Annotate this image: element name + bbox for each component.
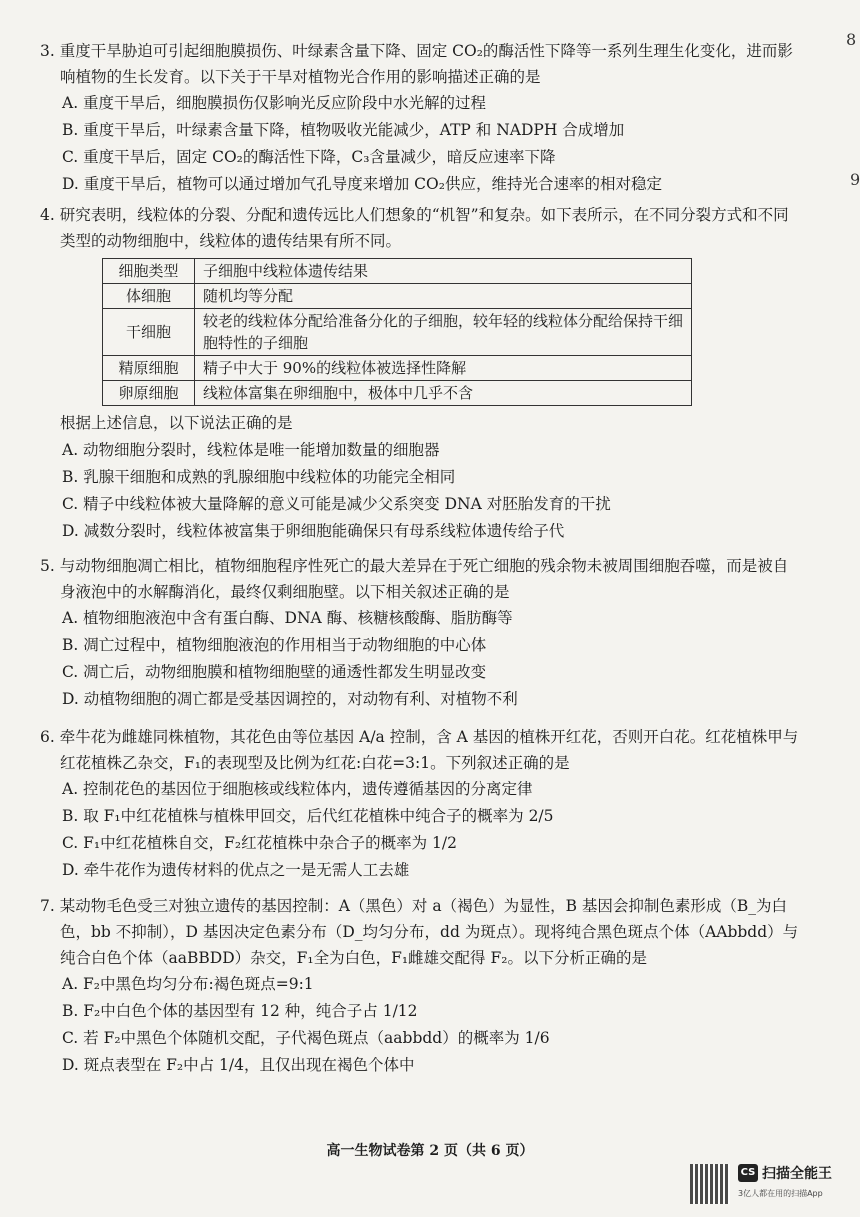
option-d: D. 牵牛花作为遗传材料的优点之一是无需人工去雄 bbox=[62, 861, 410, 879]
option-d: D. 重度干旱后，植物可以通过增加气孔导度来增加 CO₂供应，维持光合速率的相对稳定 bbox=[62, 175, 662, 193]
option-b: B. 取 F₁中红花植株与植株甲回交，后代红花植株中纯合子的概率为 2/5 bbox=[62, 807, 554, 825]
page-footer: 高一生物试卷第 2 页（共 6 页） bbox=[326, 1143, 534, 1159]
table-header-cell: 子细胞中线粒体遗传结果 bbox=[195, 259, 692, 284]
table-header-cell: 细胞类型 bbox=[103, 259, 195, 284]
question-3 bbox=[40, 38, 800, 198]
table-row bbox=[103, 284, 692, 309]
table-cell: 精原细胞 bbox=[103, 356, 195, 381]
question-5 bbox=[40, 553, 800, 713]
scanner-app-name: 扫描全能王 bbox=[762, 1166, 832, 1182]
question-stem: 3. 重度干旱胁迫可引起细胞膜损伤、叶绿素含量下降、固定 CO₂的酶活性下降等一系列生理生化变化，进而影响植物的生长发育。以下关于干旱对植物光合作用的影响描述正确的是 bbox=[40, 42, 793, 86]
table-cell: 随机均等分配 bbox=[195, 284, 692, 309]
table-row bbox=[103, 309, 692, 356]
question-6 bbox=[40, 724, 800, 884]
table-row bbox=[103, 381, 692, 406]
option-a: A. 重度干旱后，细胞膜损伤仅影响光反应阶段中水光解的过程 bbox=[62, 94, 487, 112]
question-stem: 5. 与动物细胞凋亡相比，植物细胞程序性死亡的最大差异在于死亡细胞的残余物未被周围细胞吞噬，而是被自身液泡中的水解酶消化，最终仅剩细胞壁。以下相关叙述正确的是 bbox=[40, 557, 789, 601]
option-d: D. 动植物细胞的凋亡都是受基因调控的，对动物有利、对植物不利 bbox=[62, 690, 518, 708]
table-row bbox=[103, 356, 692, 381]
option-d: D. 减数分裂时，线粒体被富集于卵细胞能确保只有母系线粒体遗传给子代 bbox=[62, 522, 565, 540]
option-c: C. 若 F₂中黑色个体随机交配，子代褐色斑点（aabbdd）的概率为 1/6 bbox=[62, 1029, 550, 1047]
option-c: C. 重度干旱后，固定 CO₂的酶活性下降，C₃含量减少，暗反应速率下降 bbox=[62, 148, 556, 166]
mitochondria-table bbox=[102, 258, 692, 406]
edge-mark-8: 8 bbox=[846, 30, 857, 49]
table-cell: 较老的线粒体分配给准备分化的子细胞，较年轻的线粒体分配给保持干细胞特性的子细胞 bbox=[195, 309, 692, 356]
table-cell: 线粒体富集在卵细胞中，极体中几乎不含 bbox=[195, 381, 692, 406]
option-b: B. 乳腺干细胞和成熟的乳腺细胞中线粒体的功能完全相同 bbox=[62, 468, 456, 486]
option-a: A. 植物细胞液泡中含有蛋白酶、DNA 酶、核糖核酸酶、脂肪酶等 bbox=[62, 609, 513, 627]
option-d: D. 斑点表型在 F₂中占 1/4，且仅出现在褐色个体中 bbox=[62, 1056, 415, 1074]
table-cell: 精子中大于 90%的线粒体被选择性降解 bbox=[195, 356, 692, 381]
table-cell: 卵原细胞 bbox=[103, 381, 195, 406]
question-4 bbox=[40, 202, 800, 545]
question-stem: 7. 某动物毛色受三对独立遗传的基因控制：A（黑色）对 a（褐色）为显性，B 基因会抑制色素形成（B_为白色，bb 不抑制），D 基因决定色素分布（D_均匀分布，dd 为斑点）。现将纯合黑色斑点个体（AAbbdd）与纯合白色个体（aaBBDD）杂交，F₁全为白色，F₁雌雄交配得 F₂。以下分析正确的是 bbox=[40, 897, 799, 967]
camscanner-logo-icon: CS bbox=[738, 1164, 758, 1182]
edge-mark-9: 9 bbox=[850, 170, 860, 189]
question-7 bbox=[40, 893, 800, 1079]
option-b: B. 凋亡过程中，植物细胞液泡的作用相当于动物细胞的中心体 bbox=[62, 636, 487, 654]
option-c: C. 凋亡后，动物细胞膜和植物细胞壁的通透性都发生明显改变 bbox=[62, 663, 487, 681]
question-stem: 4. 研究表明，线粒体的分裂、分配和遗传远比人们想象的“机智”和复杂。如下表所示，在不同分裂方式和不同类型的动物细胞中，线粒体的遗传结果有所不同。 bbox=[40, 206, 789, 250]
question-stem: 6. 牵牛花为雌雄同株植物，其花色由等位基因 A/a 控制，含 A 基因的植株开红花，否则开白花。红花植株甲与红花植株乙杂交，F₁的表现型及比例为红花:白花=3:1。下列叙述正确的是 bbox=[40, 728, 799, 772]
qr-code-icon bbox=[690, 1164, 730, 1204]
option-a: A. 控制花色的基因位于细胞核或线粒体内，遗传遵循基因的分离定律 bbox=[62, 780, 533, 798]
question-lead: 根据上述信息，以下说法正确的是 bbox=[60, 414, 293, 432]
option-b: B. 重度干旱后，叶绿素含量下降，植物吸收光能减少，ATP 和 NADPH 合成增加 bbox=[62, 121, 625, 139]
option-b: B. F₂中白色个体的基因型有 12 种，纯合子占 1/12 bbox=[62, 1002, 418, 1020]
option-c: C. F₁中红花植株自交，F₂红花植株中杂合子的概率为 1/2 bbox=[62, 834, 457, 852]
table-cell: 干细胞 bbox=[103, 309, 195, 356]
option-a: A. F₂中黑色均匀分布:褐色斑点=9:1 bbox=[62, 975, 314, 993]
scanner-slogan: 3亿人都在用的扫描App bbox=[738, 1189, 823, 1198]
table-cell: 体细胞 bbox=[103, 284, 195, 309]
table-header-row bbox=[103, 259, 692, 284]
option-c: C. 精子中线粒体被大量降解的意义可能是减少父系突变 DNA 对胚胎发育的干扰 bbox=[62, 495, 611, 513]
option-a: A. 动物细胞分裂时，线粒体是唯一能增加数量的细胞器 bbox=[62, 441, 440, 459]
